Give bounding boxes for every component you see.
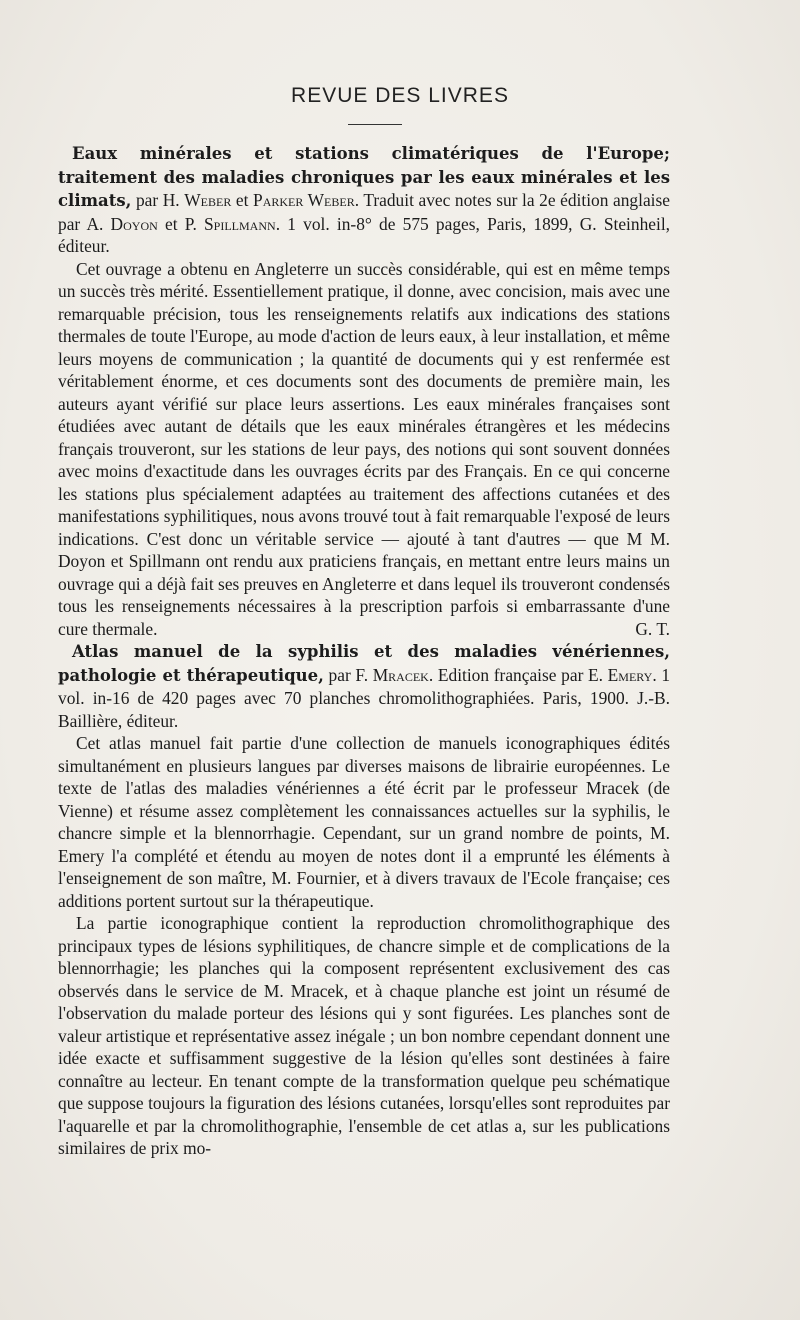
translator-name: Spillmann: [204, 213, 276, 234]
author-name: Parker Weber: [253, 190, 355, 210]
author-name: Mracek: [372, 664, 429, 685]
citation-text: . Edition française par E.: [428, 664, 608, 685]
citation-text: et P.: [157, 213, 205, 234]
publication-info: . 1 vol. in-16 de 420 pages avec 70 planches chromolithographiées. Paris, 1900. J.-B. Baillière, éditeur.: [58, 664, 671, 731]
book-entry-1-citation: [58, 142, 670, 258]
review-text: Cet ouvrage a obtenu en Angleterre un succès considérable, qui est en même temps un succès très mérité. Essentiellement pratique, il donne, avec concision, mais avec une remarquable précision, tous les renseignements relatifs aux indications des stations thermales de toute l'Europe, au mode d'action de leurs eaux, à leur installation, et même leurs moyens de communication ; la quantité de documents qui y est renfermée est véritablement énorme, et ces documents sont des documents de première main, les auteurs ayant vérifié sur place leurs assertions. Les eaux minérales françaises sont étudiées avec autant de détails que les eaux minérales étrangères et les médecins français trouveront, sur les stations de leur pays, des notions qui sont souvent données avec moins d'exactitude dans les ouvrages écrits par des Français. En ce qui concerne les stations plus spécialement adaptées au traitement des affections cutanées et des manifestations syphilitiques, nous avons trouvé tout à fait remarquable l'exposé de leurs indications. C'est donc un véritable service — ajouté à tant d'autres — que M M. Doyon et Spillmann ont rendu aux praticiens français, en mettant entre leurs mains un ouvrage qui a déjà fait ses preuves en Angleterre et dans lequel ils trouveront condensés tous les renseignements nécessaires à la prescription parfois si embarrassante d'une cure thermale.: [58, 258, 670, 639]
book-title-1: Eaux minérales et stations climatériques de l'Europe; traitement des maladies chroniques par les eaux minérales et les climats,: [58, 144, 670, 210]
citation-text: . Traduit avec notes sur la 2e édition anglaise par A.: [58, 190, 670, 234]
publication-info: . 1 vol. in-8° de 575 pages, Paris, 1899, G. Steinheil, éditeur.: [58, 213, 670, 256]
book-review-2-paragraph-2: La partie iconographique contient la reproduction chromolithographique des principaux types de lésions syphilitiques, de chancre simple et de complications de la blennorrhagie; les planches qui la composent représentent exclusivement des cas observés dans le service de M. Mracek, et à chaque planche est joint un résumé de l'observation du malade porteur des lésions qui y sont figurées. Les planches sont de valeur artistique et représentative assez inégale ; un bon nombre cependant donnent une idée exacte et suffisamment suggestive de la lésion qu'elles sont destinées à faire connaître au lecteur. En tenant compte de la transformation quelque peu schématique que suppose toujours la figuration des lésions cutanées, lorsqu'elles sont reproduites par l'aquarelle et par la chromolithographie, l'ensemble de cet atlas a, sur les publications similaires de prix mo-: [58, 913, 670, 1158]
running-header: REVUE DES LIVRES: [291, 84, 509, 107]
author-name: Weber: [184, 190, 232, 210]
citation-text: par H.: [131, 190, 185, 210]
editor-name: Emery: [607, 664, 653, 685]
citation-text: et: [231, 190, 254, 210]
header-rule: [348, 124, 402, 125]
book-review-2-paragraph-1: Cet atlas manuel fait partie d'une collection de manuels iconographiques édités simultanément en plusieurs langues par diverses maisons de librairie européennes. Le texte de l'atlas des maladies vénériennes a été écrit par le professeur Mracek (de Vienne) et résume assez complètement les connaissances actuelles sur la syphilis, le chancre simple et la blennorrhagie. Cependant, sur un grand nombre de points, M. Emery l'a complété et étendu au moyen de notes dont il a emprunté les éléments à l'enseignement de son maître, M. Fournier, et à divers travaux de l'Ecole française; ces additions portent surtout sur la thérapeutique.: [58, 733, 670, 911]
citation-text: par F.: [323, 664, 373, 685]
translator-name: Doyon: [110, 213, 158, 234]
book-entry-2-citation: [58, 640, 670, 732]
book-review-1: [58, 258, 670, 641]
reviewer-signature: G. T.: [635, 618, 670, 639]
book-title-2: Atlas manuel de la syphilis et des maladies vénériennes, pathologie et thérapeutique,: [58, 642, 670, 685]
page-body: [58, 142, 670, 1160]
